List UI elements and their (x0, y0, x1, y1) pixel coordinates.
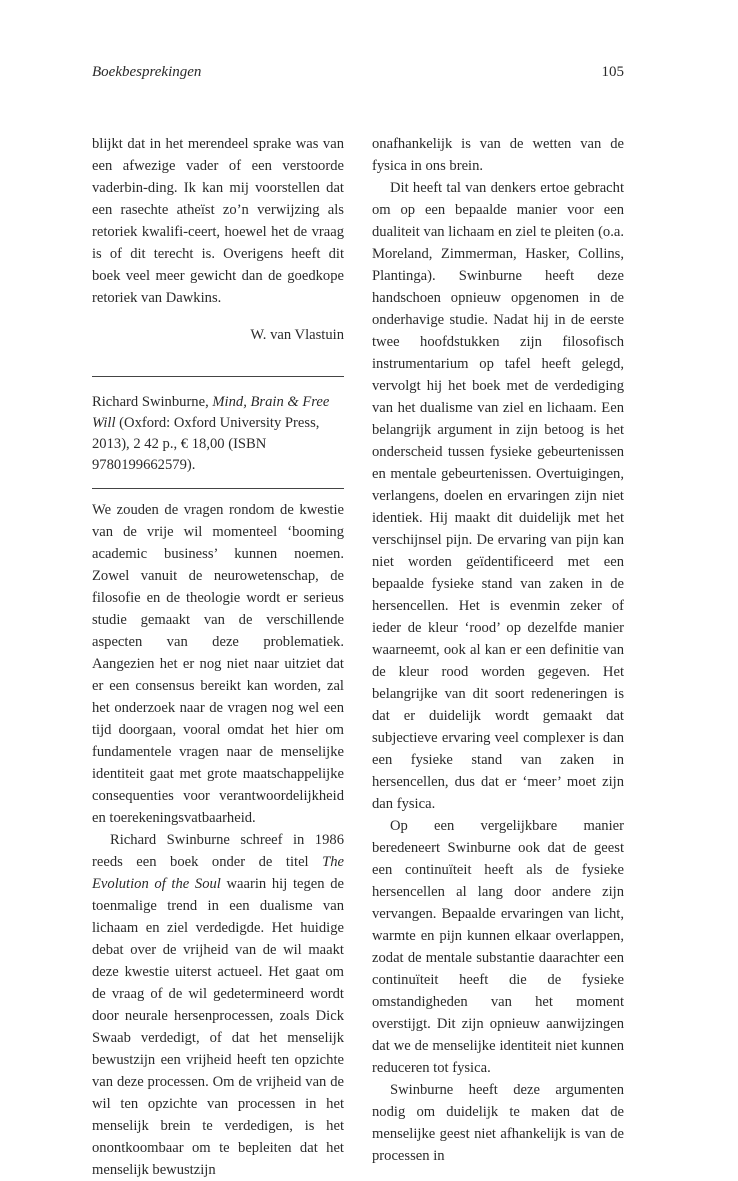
review-paragraph-6: Swinburne heeft deze argumenten nodig om duidelijk te maken dat de menselijke geest niet afhankelijk is van de processen in (372, 1082, 624, 1164)
right-column (372, 133, 624, 1167)
citation-title: Mind, Brain & Free Will (92, 394, 330, 431)
paragraph-2-book-title: The Evolution of the Soul (92, 854, 344, 892)
previous-review-ending: blijkt dat in het merendeel sprake was van een afwezige vader of een verstoorde vaderbin-ding. Ik kan mij voorstellen dat een rasechte atheïst zo’n verwijzing als retoriek kwalifi-ceert, hoewel het de vraag is of dit terecht is. Overigens heeft dit boek veel meer gewicht dan de goedkope retoriek van Dawkins. (92, 136, 344, 306)
paragraph-2-text-a: Richard Swinburne schreef in 1986 reeds een boek onder de titel (92, 832, 344, 870)
review-paragraph-3: onafhankelijk is van de wetten van de fysica in ons brein. (372, 136, 624, 174)
running-head: Boekbesprekingen (92, 64, 202, 80)
citation-rule-top (92, 376, 344, 377)
review-paragraph-5: Op een vergelijkbare manier beredeneert Swinburne ook dat de geest een continuïteit heeft als de fysieke hersencellen al lang door andere zijn vervangen. Bepaalde ervaringen van licht, warmte en pijn kunnen elkaar overlappen, zodat de mentale substantie daarachter een continuïteit heeft die de fysieke omstandigheden van het moment overstijgt. Dit zijn opnieuw aanwijzingen dat we de menselijke identiteit niet kunnen reduceren tot fysica. (372, 818, 624, 1076)
review-paragraph-2 (92, 829, 344, 1181)
citation-author: Richard Swinburne, (92, 394, 213, 410)
citation-details: (Oxford: Oxford University Press, 2013), 2 42 p., € 18,00 (ISBN 9780199662579). (92, 415, 320, 473)
page-number: 105 (601, 64, 624, 80)
citation-rule-bottom (92, 488, 344, 489)
book-citation (92, 392, 344, 476)
left-column (92, 133, 344, 1181)
paragraph-2-text-b: waarin hij tegen de toenmalige trend in een dualisme van lichaam en ziel verdedigde. Het huidige debat over de vrijheid van de wil maakt deze kwestie uiterst actueel. Het gaat om de vraag of de wil gedetermineerd wordt door neurale hersenprocessen, zoals Dick Swaab verdedigt, of dat het menselijk bewustzijn een vrijheid heeft ten opzichte van deze processen. Om de vrijheid van de wil ten opzichte van processen in het menselijk brein te verdedigen, is het onontkoombaar om te bepleiten dat het menselijk bewustzijn (92, 876, 344, 1178)
review-paragraph-1: We zouden de vragen rondom de kwestie van de vrije wil momenteel ‘booming academic business’ kunnen noemen. Zowel vanuit de neurowetenschap, de filosofie en de theologie wordt er serieus studie gemaakt van de verschillende aspecten van deze problematiek. Aangezien het er nog niet naar uitziet dat er een consensus bereikt kan worden, zal het onderzoek naar de vragen nog wel een tijd doorgaan, vooral omdat het hier om fundamentele vragen naar de menselijke identiteit gaat met grote maatschappelijke consequenties voor verantwoordelijkheid en toerekeningsvatbaarheid. (92, 502, 344, 826)
page-header (92, 64, 624, 86)
reviewer-signature: W. van Vlastuin (250, 327, 344, 343)
review-paragraph-4: Dit heeft tal van denkers ertoe gebracht om op een bepaalde manier voor een dualiteit van lichaam en ziel te pleiten (o.a. Moreland, Zimmerman, Hasker, Collins, Plantinga). Swinburne heeft deze handschoen opnieuw opgenomen in de onderhavige studie. Nadat hij in de eerste twee hoofdstukken zijn filosofisch instrumentarium op tafel heeft gelegd, vervolgt hij het boek met de verdediging van het dualisme van ziel en lichaam. Een belangrijk argument in zijn betoog is het onderscheid tussen fysieke gebeurtenissen en mentale gebeurtenissen. Overtuigingen, verlangens, doelen en ervaringen zijn niet identiek. Hij maakt dit duidelijk met het verschijnsel pijn. De ervaring van pijn kan niet worden geïdentificeerd met een bepaalde fysieke stand van zaken in de hersencellen. Het is evenmin zeker of ieder de kleur ‘rood’ op dezelfde manier waarneemt, ook al kan er een definitie van de kleur rood worden gegeven. Het belangrijke van dit soort redeneringen is dat er duidelijk wordt gemaakt dat subjectieve ervaring veel complexer is dan een fysieke stand van zaken in hersencellen, dus dat er ‘meer’ moet zijn dan fysica. (372, 180, 624, 812)
